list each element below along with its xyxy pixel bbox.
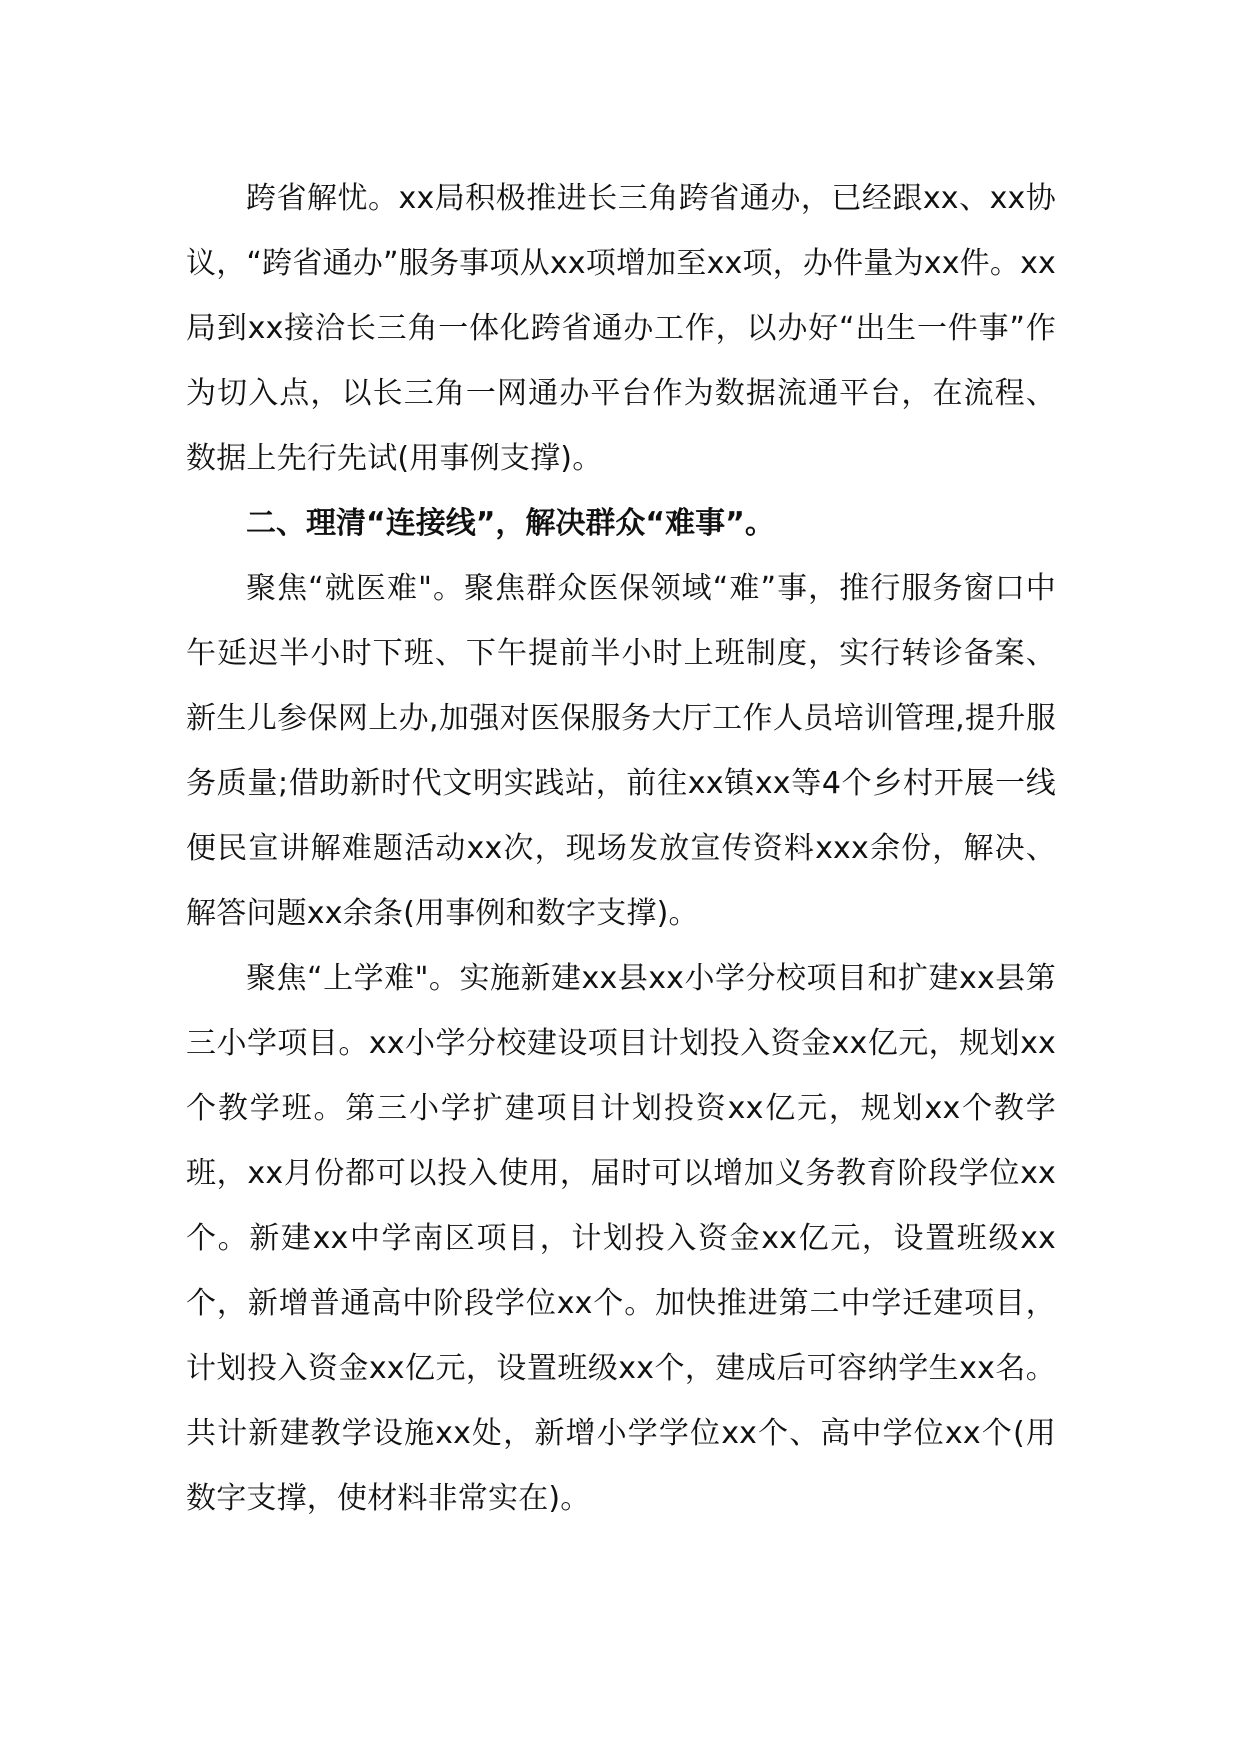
paragraph-medical: 聚焦“就医难"。聚焦群众医保领域“难”事，推行服务窗口中午延迟半小时下班、下午提前半小时上班制度，实行转诊备案、新生儿参保网上办,加强对医保服务大厅工作人员培训管理,提升服务质量;借助新时代文明实践站，前往xx镇xx等4个乡村开展一线便民宣讲解难题活动xx次，现场发放宣传资料xxx余份，解决、解答问题xx余条(用事例和数字支撑)。 [186,571,1056,931]
paragraph-cross-province: 跨省解忧。xx局积极推进长三角跨省通办，已经跟xx、xx协议，“跨省通办”服务事项从xx项增加至xx项，办件量为xx件。xx局到xx接洽长三角一体化跨省通办工作，以办好“出生一件事”作为切入点，以长三角一网通办平台作为数据流通平台，在流程、数据上先行先试(用事例支撑)。 [186,181,1056,476]
section-heading-two: 二、理清“连接线”，解决群众“难事”。 [246,506,775,541]
paragraph-schooling: 聚焦“上学难"。实施新建xx县xx小学分校项目和扩建xx县第三小学项目。xx小学分校建设项目计划投入资金xx亿元，规划xx个教学班。第三小学扩建项目计划投资xx亿元，规划xx个教学班，xx月份都可以投入使用，届时可以增加义务教育阶段学位xx个。新建xx中学南区项目，计划投入资金xx亿元，设置班级xx个，新增普通高中阶段学位xx个。加快推进第二中学迁建项目，计划投入资金xx亿元，设置班级xx个，建成后可容纳学生xx名。共计新建教学设施xx处，新增小学学位xx个、高中学位xx个(用数字支撑，使材料非常实在)。 [186,961,1056,1516]
document-body [186,166,1056,1531]
